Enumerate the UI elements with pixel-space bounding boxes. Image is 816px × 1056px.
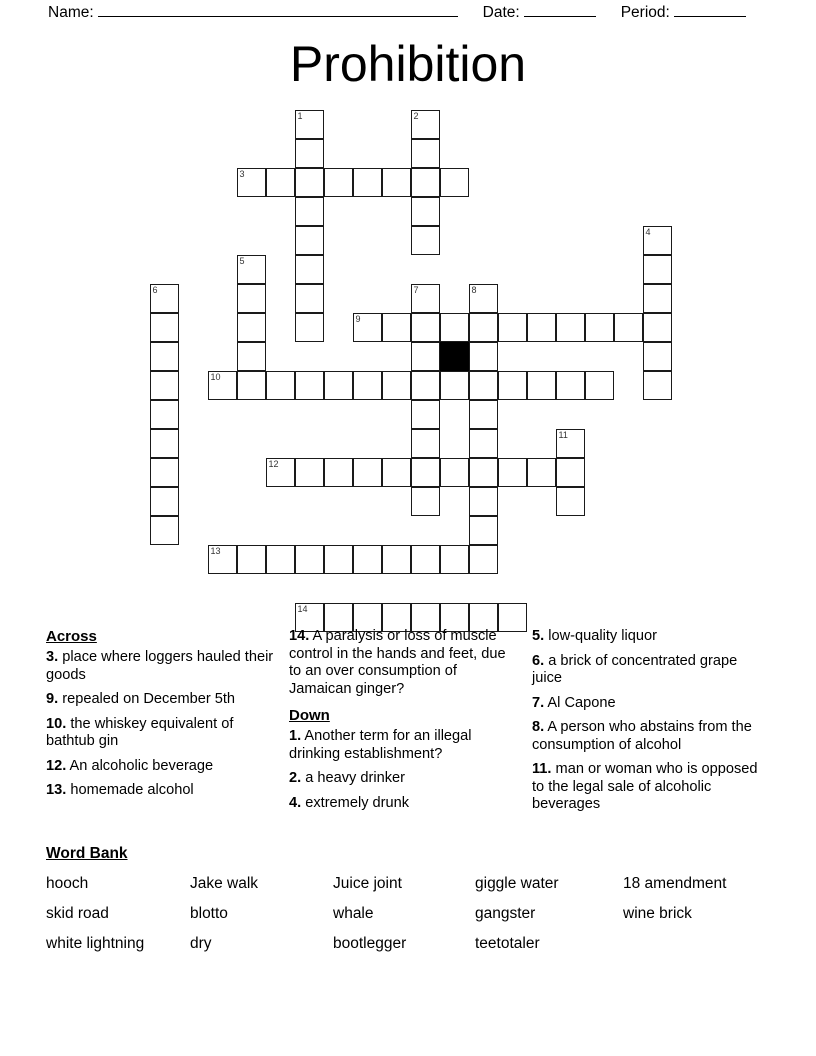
clue-number: 12. (46, 757, 67, 774)
grid-cell[interactable] (498, 313, 527, 342)
clue-down-11 (532, 761, 762, 814)
clue-number: 11. (532, 761, 552, 777)
clue-across-12 (46, 758, 275, 776)
date-label: Date: (482, 4, 520, 21)
grid-cell[interactable] (266, 168, 295, 197)
grid-cell[interactable] (469, 400, 498, 429)
grid-cell[interactable] (643, 284, 672, 313)
grid-cell[interactable] (527, 371, 556, 400)
clues-column-2 (289, 628, 532, 821)
clue-down-4 (289, 795, 518, 813)
word-bank-heading: Word Bank (46, 845, 128, 862)
clue-text: Al Capone (547, 694, 616, 711)
clue-number: 3. (46, 649, 59, 665)
grid-cell[interactable] (353, 313, 382, 342)
word-bank-item[interactable]: skid road (46, 905, 109, 922)
grid-cell[interactable] (295, 313, 324, 342)
clue-text: A paralysis or loss of muscle control in the hands and feet, due to an over consumption of Jamaican ginger? (289, 628, 506, 697)
grid-cell[interactable] (295, 545, 324, 574)
page-title: Prohibition (289, 36, 527, 92)
grid-cell[interactable] (411, 487, 440, 516)
grid-cell-number: 11 (558, 430, 568, 440)
grid-cell-number: 4 (645, 227, 651, 237)
grid-cell[interactable] (411, 284, 440, 313)
word-bank-item[interactable]: gangster (475, 905, 536, 922)
grid-cell-number: 5 (239, 256, 245, 266)
grid-cell[interactable] (440, 545, 469, 574)
word-bank-item[interactable]: wine brick (623, 905, 692, 922)
clue-number: 14. (289, 628, 310, 644)
word-bank-grid (46, 873, 786, 955)
grid-cell[interactable] (150, 400, 179, 429)
clue-number: 2. (289, 770, 302, 786)
grid-cell-number: 7 (413, 285, 419, 295)
word-bank-item[interactable]: 18 amendment (623, 875, 727, 892)
grid-cell[interactable] (324, 168, 353, 197)
clue-text: repealed on December 5th (62, 691, 236, 707)
grid-cell[interactable] (353, 545, 382, 574)
clue-down-1 (289, 728, 518, 763)
grid-cell[interactable] (643, 371, 672, 400)
clue-down-7 (532, 695, 762, 713)
clue-text: A person who abstains from the consumption of alcohol (532, 719, 752, 753)
word-bank-item[interactable]: dry (190, 935, 212, 952)
grid-cell[interactable] (382, 313, 411, 342)
clue-across-13 (46, 782, 275, 800)
grid-cell-number: 1 (297, 111, 303, 121)
grid-cell[interactable] (469, 313, 498, 342)
grid-cell[interactable] (556, 371, 585, 400)
grid-cell[interactable] (295, 110, 324, 139)
grid-cell[interactable] (527, 458, 556, 487)
grid-cell-number: 13 (210, 546, 221, 556)
clue-text: homemade alcohol (70, 782, 194, 798)
grid-cell[interactable] (382, 545, 411, 574)
clue-across-14 (289, 628, 518, 698)
clue-down-6 (532, 653, 762, 688)
grid-cell[interactable] (150, 458, 179, 487)
word-bank-item[interactable] (623, 933, 783, 955)
name-label: Name: (48, 4, 94, 21)
grid-cell[interactable] (440, 458, 469, 487)
grid-cell[interactable] (556, 487, 585, 516)
grid-cell[interactable] (614, 313, 643, 342)
clue-text: place where loggers hauled their goods (46, 649, 274, 683)
grid-cell[interactable] (266, 545, 295, 574)
word-bank-item[interactable]: Jake walk (190, 875, 259, 892)
grid-cell[interactable] (295, 197, 324, 226)
clue-text: low-quality liquor (548, 628, 657, 644)
word-bank-item[interactable]: Juice joint (333, 875, 402, 892)
word-bank-item[interactable]: teetotaler (475, 935, 540, 952)
clue-text: An alcoholic beverage (69, 757, 214, 774)
grid-cell[interactable] (411, 371, 440, 400)
clue-text: man or woman who is opposed to the legal sale of alcoholic beverages (532, 761, 758, 812)
clue-number: 10. (46, 715, 67, 732)
grid-cell[interactable] (469, 487, 498, 516)
grid-cell[interactable] (411, 168, 440, 197)
grid-cell[interactable] (411, 139, 440, 168)
grid-cell[interactable] (237, 545, 266, 574)
grid-cell[interactable] (643, 226, 672, 255)
clue-number: 13. (46, 782, 67, 798)
grid-cell[interactable] (643, 255, 672, 284)
grid-cell[interactable] (295, 226, 324, 255)
clue-across-3 (46, 649, 275, 684)
grid-cell[interactable] (469, 429, 498, 458)
grid-cell[interactable] (295, 168, 324, 197)
grid-cell[interactable] (411, 429, 440, 458)
clue-number: 9. (46, 691, 59, 707)
grid-cell[interactable] (469, 516, 498, 545)
grid-cell[interactable] (556, 458, 585, 487)
word-bank-section (46, 845, 786, 955)
period-label: Period: (620, 4, 670, 21)
grid-cell[interactable] (498, 458, 527, 487)
grid-cell[interactable] (237, 284, 266, 313)
grid-cell[interactable] (411, 197, 440, 226)
grid-cell-blocked (440, 342, 469, 371)
clue-number: 6. (532, 652, 545, 669)
grid-cell[interactable] (324, 545, 353, 574)
grid-cell[interactable] (411, 400, 440, 429)
grid-cell[interactable] (266, 371, 295, 400)
clue-text: extremely drunk (305, 794, 410, 811)
grid-cell[interactable] (295, 371, 324, 400)
clues-column-3 (532, 628, 776, 821)
grid-cell[interactable] (411, 226, 440, 255)
word-bank-item[interactable]: blotto (190, 905, 228, 922)
grid-cell[interactable] (353, 458, 382, 487)
clues-section (46, 628, 776, 821)
grid-cell[interactable] (498, 371, 527, 400)
clue-across-10 (46, 716, 275, 751)
grid-cell[interactable] (556, 313, 585, 342)
grid-cell[interactable] (643, 342, 672, 371)
clue-across-9 (46, 691, 275, 709)
grid-cell[interactable] (353, 371, 382, 400)
grid-cell[interactable] (382, 168, 411, 197)
grid-cell[interactable] (469, 371, 498, 400)
grid-cell[interactable] (469, 458, 498, 487)
grid-cell[interactable] (527, 313, 556, 342)
grid-cell[interactable] (324, 371, 353, 400)
word-bank-item[interactable]: white lightning (46, 935, 145, 952)
grid-cell-number: 3 (239, 169, 245, 179)
grid-cell[interactable] (411, 313, 440, 342)
grid-cell[interactable] (440, 168, 469, 197)
clue-text: a brick of concentrated grape juice (532, 652, 738, 686)
grid-cell-number: 14 (297, 604, 308, 614)
clues-column-1 (46, 628, 289, 821)
clue-number: 8. (532, 719, 545, 735)
grid-cell[interactable] (440, 313, 469, 342)
grid-cell[interactable] (150, 284, 179, 313)
grid-cell[interactable] (237, 313, 266, 342)
grid-cell[interactable] (411, 110, 440, 139)
grid-cell[interactable] (208, 545, 237, 574)
grid-cell-number: 6 (152, 285, 158, 295)
grid-cell[interactable] (150, 313, 179, 342)
grid-cell[interactable] (382, 458, 411, 487)
clue-down-8 (532, 719, 762, 754)
grid-cell-number: 8 (471, 285, 477, 295)
grid-cell[interactable] (295, 284, 324, 313)
grid-cell[interactable] (150, 516, 179, 545)
grid-cell[interactable] (440, 371, 469, 400)
word-bank-item[interactable]: bootlegger (333, 935, 407, 952)
grid-cell-number: 2 (413, 111, 419, 121)
clue-number: 7. (532, 694, 545, 711)
grid-cell[interactable] (295, 255, 324, 284)
word-bank-item[interactable]: whale (333, 905, 374, 922)
grid-cell-number: 9 (355, 314, 361, 324)
clue-number: 1. (289, 728, 302, 744)
grid-cell[interactable] (469, 545, 498, 574)
grid-cell[interactable] (150, 487, 179, 516)
grid-cell[interactable] (266, 458, 295, 487)
word-bank-item[interactable]: giggle water (475, 875, 559, 892)
grid-cell-number: 12 (268, 459, 279, 469)
grid-cell-number: 10 (210, 372, 221, 382)
grid-cell[interactable] (382, 371, 411, 400)
grid-cell[interactable] (556, 429, 585, 458)
clue-number: 5. (532, 628, 545, 644)
clue-text: a heavy drinker (305, 770, 406, 786)
grid-cell[interactable] (237, 168, 266, 197)
across-heading: Across (46, 628, 97, 645)
grid-cell[interactable] (469, 342, 498, 371)
clue-down-2 (289, 770, 518, 788)
grid-cell[interactable] (411, 545, 440, 574)
grid-cell[interactable] (643, 313, 672, 342)
grid-cell[interactable] (585, 371, 614, 400)
grid-cell[interactable] (295, 458, 324, 487)
grid-cell[interactable] (150, 371, 179, 400)
clue-text: Another term for an illegal drinking establishment? (289, 728, 472, 762)
clue-down-5 (532, 628, 762, 646)
grid-cell[interactable] (324, 458, 353, 487)
clue-text: the whiskey equivalent of bathtub gin (46, 715, 234, 749)
grid-cell[interactable] (585, 313, 614, 342)
clue-number: 4. (289, 794, 302, 811)
grid-cell[interactable] (150, 342, 179, 371)
grid-cell[interactable] (411, 458, 440, 487)
grid-cell[interactable] (237, 255, 266, 284)
down-heading: Down (289, 707, 330, 724)
word-bank-item[interactable]: hooch (46, 875, 89, 892)
grid-cell[interactable] (469, 284, 498, 313)
grid-cell[interactable] (411, 342, 440, 371)
grid-cell[interactable] (237, 342, 266, 371)
grid-cell[interactable] (208, 371, 237, 400)
grid-cell[interactable] (353, 168, 382, 197)
grid-cell[interactable] (295, 139, 324, 168)
grid-cell[interactable] (150, 429, 179, 458)
grid-cell[interactable] (237, 371, 266, 400)
